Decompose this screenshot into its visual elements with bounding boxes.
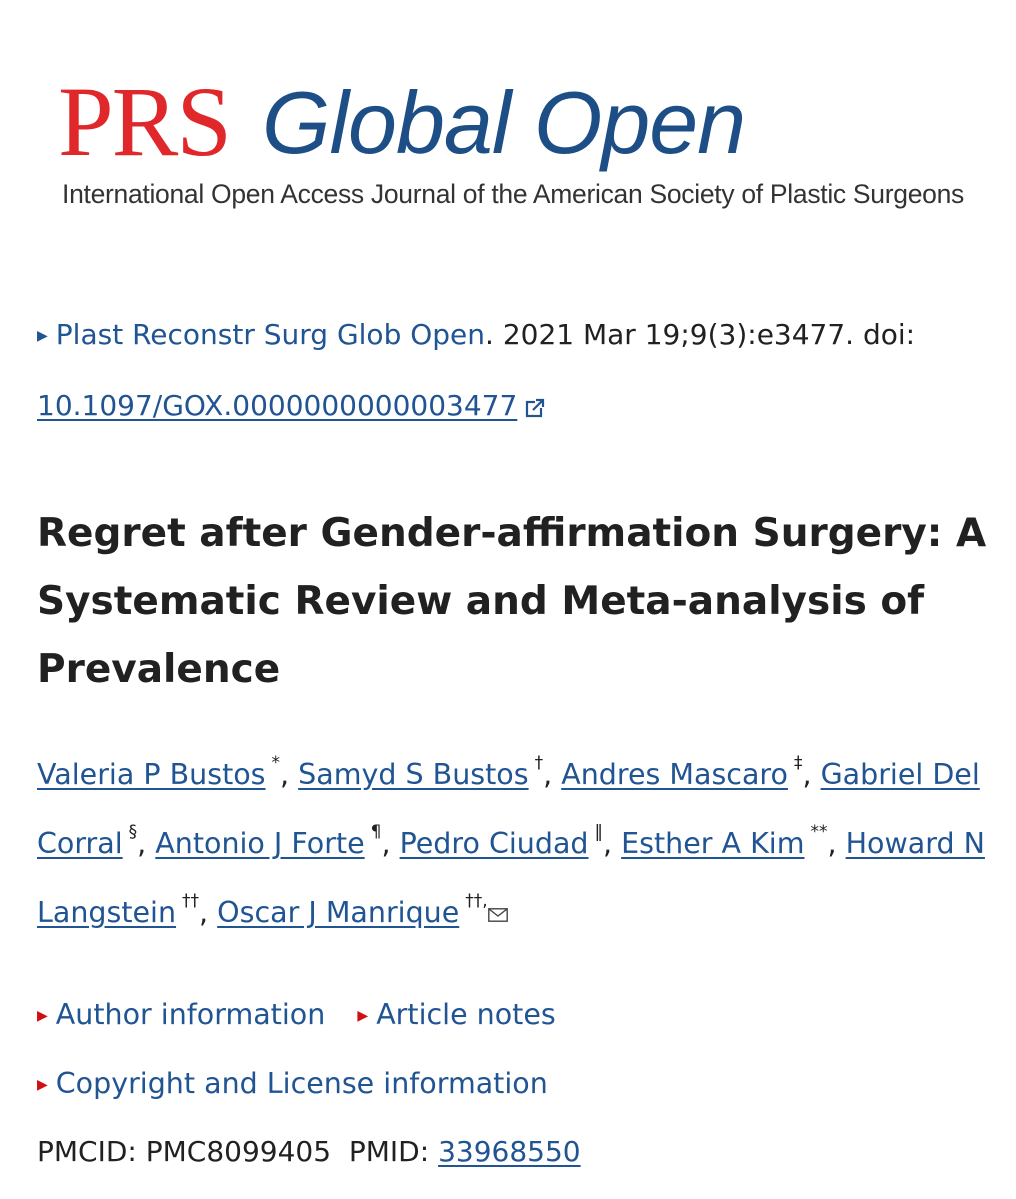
affiliation-mark: ** [810, 822, 828, 842]
journal-link[interactable]: Plast Reconstr Surg Glob Open [55, 318, 486, 351]
affiliation-mark: † [534, 753, 544, 773]
expand-triangle-icon[interactable]: ▶ [357, 1008, 369, 1024]
article-notes-toggle[interactable]: Article notes [376, 998, 556, 1031]
affiliation-mark: ††, [465, 891, 488, 911]
citation [37, 300, 987, 441]
pmcid-label: PMCID: [37, 1135, 146, 1168]
author-link[interactable]: Andres Mascaro [561, 758, 788, 791]
author-link[interactable]: Oscar J Manrique [217, 896, 460, 929]
affiliation-mark: ‖ [594, 822, 604, 842]
author-link[interactable]: Gabriel Del Corral [37, 758, 980, 860]
logo-tagline: International Open Access Journal of the American Society of Plastic Surgeons [62, 179, 964, 209]
article-ids [37, 1132, 581, 1172]
logo-global-open-text: Global Open [262, 73, 746, 172]
affiliation-mark: †† [182, 891, 200, 911]
author-link[interactable]: Antonio J Forte [155, 827, 365, 860]
author-list: Valeria P Bustos *, Samyd S Bustos †, Andres Mascaro ‡, Gabriel Del Corral §, Antonio J Forte ¶, Pedro Ciudad ‖, Esther A Kim **, Howard N Langstein ††, Oscar J Manrique ††, [37, 753, 985, 929]
author-link[interactable]: Samyd S Bustos [298, 758, 529, 791]
pmcid-value: PMC8099405 [145, 1135, 332, 1168]
expand-triangle-icon[interactable]: ▶ [37, 1077, 48, 1093]
expand-triangle-icon[interactable]: ▶ [37, 1008, 48, 1024]
affiliation-mark: ‡ [793, 753, 803, 773]
logo-prs-text: PRS [58, 66, 230, 177]
expand-row [37, 1064, 548, 1105]
email-icon[interactable] [488, 908, 508, 922]
journal-logo [50, 62, 976, 222]
copyright-toggle[interactable]: Copyright and License information [55, 1067, 548, 1100]
author-link[interactable]: Pedro Ciudad [399, 827, 589, 860]
author-link[interactable]: Howard N Langstein [37, 827, 985, 929]
pmid-label: PMID: [348, 1135, 439, 1168]
doi-link[interactable]: 10.1097/GOX.0000000000003477 [37, 389, 518, 422]
pmid-link[interactable]: 33968550 [438, 1135, 581, 1168]
author-link[interactable]: Esther A Kim [621, 827, 805, 860]
affiliation-mark: § [128, 822, 138, 842]
expand-triangle-icon[interactable]: ▶ [37, 328, 48, 344]
author-information-toggle[interactable]: Author information [55, 998, 326, 1031]
article-title: Regret after Gender-affirmation Surgery: A Systematic Review and Meta-analysis of Prevalence [37, 511, 987, 692]
external-link-icon[interactable] [525, 398, 545, 418]
citation-details: . 2021 Mar 19;9(3):e3477. doi: [485, 318, 916, 351]
author-link[interactable]: Valeria P Bustos [37, 758, 266, 791]
expand-row [37, 995, 556, 1036]
affiliation-mark: ¶ [370, 822, 382, 842]
affiliation-mark: * [271, 753, 281, 773]
